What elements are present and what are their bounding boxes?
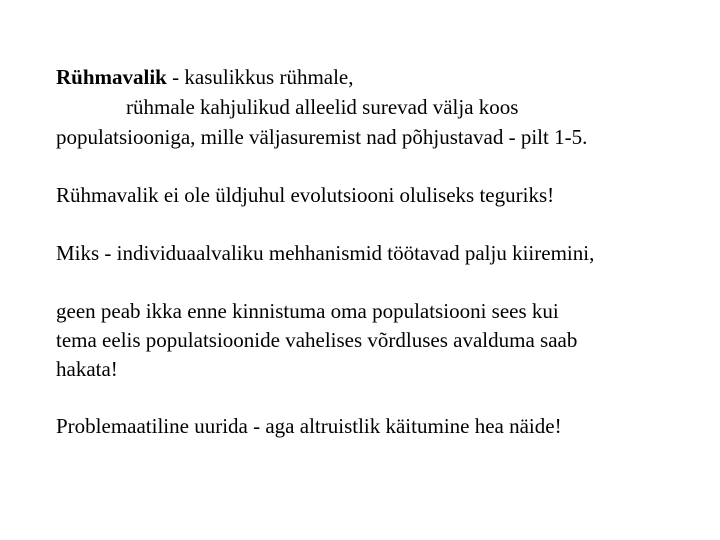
paragraph-group-selection-line-1 — [56, 65, 354, 89]
group-selection-definition: - kasulikkus rühmale, — [166, 65, 354, 89]
paragraph-group-selection-line-3: populatsiooniga, mille väljasuremist nad põhjustavad - pilt 1-5. — [56, 125, 588, 149]
paragraph-gene-fixation-line-3: hakata! — [56, 357, 118, 381]
paragraph-group-selection-line-2: rühmale kahjulikud alleelid surevad välja koos — [126, 95, 519, 119]
paragraph-not-important-factor: Rühmavalik ei ole üldjuhul evolutsiooni oluliseks teguriks! — [56, 183, 555, 207]
term-group-selection: Rühmavalik — [56, 65, 167, 89]
paragraph-gene-fixation-line-2: tema eelis populatsioonide vahelises võrdluses avalduma saab — [56, 328, 578, 352]
paragraph-problematic: Problemaatiline uurida - aga altruistlik käitumine hea näide! — [56, 414, 562, 438]
paragraph-gene-fixation-line-1: geen peab ikka enne kinnistuma oma populatsiooni sees kui — [56, 299, 559, 323]
paragraph-why: Miks - individuaalvaliku mehhanismid töötavad palju kiiremini, — [56, 241, 595, 265]
